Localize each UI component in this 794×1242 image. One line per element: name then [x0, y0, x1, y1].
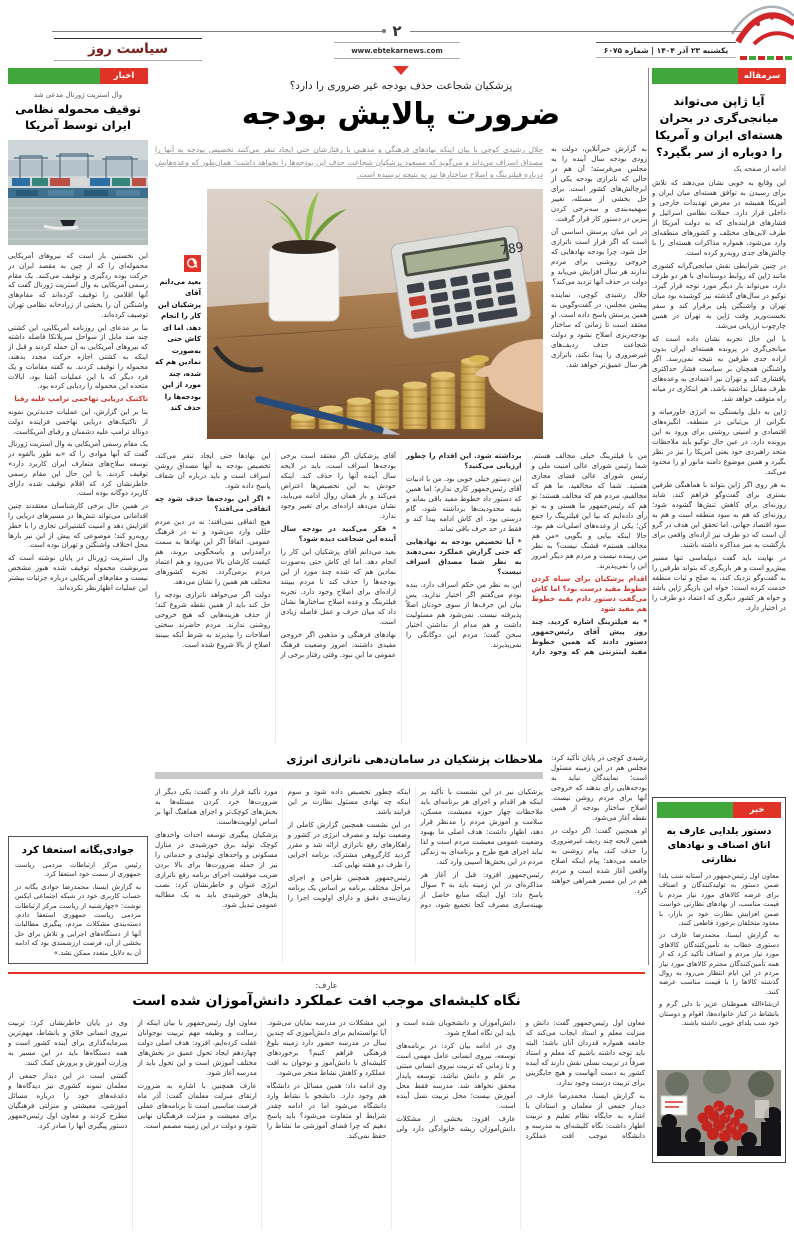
paragraph: بعید می‌دانم آقای پزشکیان این کار را انجام دهد. اما ای کاش حتی به‌صورت نمادین هم که شده چند مورد از این بودجه‌ها را حذف کند تا مردم ببینند اراده‌ای برای اصلاح وجود دارد. تجربه فیلترینگ و وعده اصلاح ساختارها نشان داد که میان حرف و عمل فاصله زیادی است.	[280, 548, 396, 626]
paragraph: تاکتیک دریایی تهاجمی ترامپ علیه رقبا	[14, 395, 148, 404]
page-number-row	[52, 22, 742, 40]
paragraph: بنا بر این گزارش، این عملیات جدیدترین نمونه از تاکتیک‌های دریایی تهاجمی فزاینده دولت دونالد ترامپ علیه دشمنان و رقبای آمریکاست.	[8, 407, 148, 436]
paragraph: هیچ اتفاقی نمی‌افتد؛ نه در دین مردم خللی وارد می‌شود و نه در فرهنگ عمومی. اتفاقاً اگر این نهادها به سمت درآمدزایی و پاسخگویی بروند، هم کیفیت کارشان بالا می‌رود و هم اعتماد مردم برمی‌گردد. تجربه کشورهای مختلف هم همین را نشان می‌دهد.	[155, 518, 271, 586]
paragraph: * به فیلترینگ اشاره کردید. چند روز پیش آقای رئیس‌جمهور دستور دادند که همین خطوط مفید اینترنتی هم که وجود دارد برداشته شود. این اقدام را چطور ارزیابی می‌کنید؟	[406, 452, 647, 656]
header-rule-left	[52, 31, 384, 32]
paragraph: این دستور خیلی خوبی بود. من با ادبیات آقای رئیس‌جمهور کاری ندارم؛ اما همین که دستور داد خطوط مفید باقی بماند و بقیه محدودیت‌ها برداشته شود، گام درستی بود. ای کاش ادامه پیدا کند و فقط در حد حرف باقی نماند.	[406, 475, 522, 533]
section-title: سیاست روز	[54, 38, 202, 61]
lower-row	[155, 753, 647, 963]
main-kicker: پزشکیان شجاعت حذف بودجه غیر ضروری را دارد؟	[289, 80, 513, 92]
paragraph: وی ادامه داد: همین مسائل در دانشگاه هم وجود دارد. دانشجو با نشاط وارد دانشگاه می‌شود اما در ادامه چقدر شرایط او متفاوت می‌شود؟ باید پاسخ دهیم که چرا فضای آموزشی ما نشاط را حفظ نمی‌کند.	[266, 1082, 387, 1140]
resignation-body	[15, 861, 141, 958]
pull-quote-text: بعید می‌دانم آقای پزشکیان این کار را انجام دهد. اما ای کاش حتی به‌صورت نمادین هم که شده، چند مورد از این بودجه‌ها را حذف کند	[154, 277, 201, 412]
paragraph: * اگر این بودجه‌ها حذف شود چه اتفاقی می‌افتد؟	[155, 495, 271, 513]
energy-columns	[155, 787, 543, 963]
paragraph: آقای پزشکیان اگر معتقد است برخی بودجه‌ها اسراف است، باید در لایحه سال آینده آنها را حذف کند. اینکه خودش به این تخصیص‌ها اعتراض می‌کند و باز همان روال ادامه می‌یابد، نشان می‌دهد اراده‌ای برای تغییر وجود ندارد.	[280, 452, 396, 520]
editorial-section-bar	[652, 68, 738, 84]
paragraph: من با فیلترینگ خیلی مخالف هستم. شما رئیس شورای عالی امنیت ملی و رئیس شورای عالی فضای مجازی هستید. شما که مخالفید، ما هم که مخالفیم، مردم هم که مخالف هستند؛ تو هم که رئیس‌جمهور ما هستی و به تو رأی داده‌ایم که بیا این فیلترینگ را جمع کن؛ یکی از وعده‌های اصلی‌ات هم بود. حالا اینکه بیایی و بگویی «من هم مخالف هستم» قشنگ نیست؟ به نظر من زیبنده نیست و مردم هم دیگر امروز این را نمی‌پذیرند.	[531, 452, 647, 570]
paragraph: به گزارش ایسنا، محمدرضا عارف در دیدار جمعی از معلمان و استادان با اشاره به جایگاه نظام تعلیم و تربیت اظهار داشت: نگاه کلیشه‌ای به مدرسه و دانشگاه موجب افت عملکرد دانش‌آموزان و دانشجویان شده است و باید این نگاه اصلاح شود.	[396, 1019, 645, 1140]
triangle-marker-icon	[393, 66, 409, 75]
paragraph: جلال رشیدی کوچی، نماینده پیشین مجلس، در گفت‌وگویی به همین پرسش پاسخ داده است. او معتقد است تا زمانی که ساختار بودجه‌ریزی اصلاح نشود و دولت شجاعت حذف ردیف‌های غیرضروری را پیدا نکند، ناترازی هر سال عمیق‌تر خواهد شد.	[551, 291, 647, 369]
paragraph: رشیدی کوچی در پایان تأکید کرد: مجلس هم در این زمینه مسئول است؛ نمایندگان نباید به بودجه‌هایی رأی بدهند که خروجی آنها برای مردم روشن نیست. اصلاح ساختار بودجه از همین نقطه آغاز می‌شود.	[551, 754, 647, 822]
paragraph: رئیس‌جمهور همچنین طراحی و اجرای مراحل مختلف برنامه بر اساس یک برنامه زمان‌بندی دقیق و دارای اولویت اجرا را مورد تأکید قرار داد و گفت: یکی دیگر از ضرورت‌ها خرد کردن مسئله‌ها به بخش‌های کوچک‌تر و اجرای هماهنگ آنها بر اساس اولویت‌هاست.	[155, 788, 411, 902]
paragraph: پزشکیان نیز در این نشست با تأکید بر اینکه هر اقدام و اجرای هر برنامه‌ای باید ملاحظات چهار حوزه معیشت، مسکن، سلامت و آموزش مردم را مدنظر قرار دهد، اظهار داشت: هدف اصلی ما بهبود وضعیت عمومی معیشت مردم است و لذا نباید اجرای هیچ طرح و برنامه‌ای به زندگی مردم در این بخش‌ها آسیبی وارد کند.	[420, 788, 543, 866]
red-divider	[8, 972, 645, 974]
paragraph: به گزارش ایسنا، محمدرضا جوادی یگانه در حساب کاربری خود در شبکه اجتماعی ایکس نوشت: «چهارشنبه از ریاست مرکز ارتباطات مردمی ریاست جمهوری استعفا دادم. دسته‌بندی مشکلات مردم، پیگیری مطالبات آنها از دستگاه‌های اجرایی و تلاش برای حل بخشی از آن، فرصت ارزشمندی بود که ادامه آن به دلایل متعدد ممکن نشد.»	[15, 882, 141, 957]
bottom-article	[8, 972, 645, 1230]
resignation-headline: جوادی‌یگانه استعفا کرد	[21, 845, 135, 856]
paragraph: به گزارش خبرآنلاین، دولت به زودی بودجه سال آینده را به مجلس می‌فرستد؛ آن هم در حالی که ناترازی بودجه یکی از ابرچالش‌های کشور است. برای حل بخشی از مسئله، تغییر سهمیه‌بندی و سه‌نرخی کردن بنزین در دستور کار قرار گرفت.	[551, 145, 647, 223]
news-kicker: وال استریت ژورنال مدعی شد	[33, 91, 123, 99]
main-intro-column	[551, 144, 647, 442]
calculator	[390, 224, 535, 339]
paragraph: دولت اگر می‌خواهد ناترازی بودجه را حل کند باید از همین نقطه شروع کند؛ از حذف هزینه‌هایی که هیچ خروجی روشنی ندارند. مردم حاضرند سختی اصلاحات را بپذیرند به شرط آنکه ببینند اصلاح از بالا شروع شده است.	[155, 591, 271, 649]
editorial-column	[652, 68, 786, 1163]
khabar-body	[657, 872, 781, 1068]
paragraph: عارف افزود: بخشی از مشکلات دانش‌آموزان ریشه خانوادگی دارد ولی این مشکلات در مدرسه نمایان می‌شود. آیا توانسته‌ایم برای دانش‌آموزی که چندین سال در مدرسه حضور دارد زمینه بلوغ فرهنگی فراهم کنیم؟ برخوردهای کلیشه‌ای با دانش‌آموز و نوجوان به افت عملکرد و کاهش نشاط منجر می‌شود.	[266, 1019, 516, 1133]
main-body-top	[155, 144, 647, 442]
page-number: ۲	[392, 22, 402, 40]
svg-text:789: 789	[499, 239, 525, 259]
header-rule-right	[410, 31, 742, 32]
paragraph: معاون اول رئیس‌جمهور در آستانه شب یلدا ضمن دستور به تولیدکنندگان و اصناف برای عرضه کالاهای مورد نیاز مردم با قیمت مناسب، از نهادهای نظارتی خواست ضمن افزایش نظارت خود بر بازار، با معدود متخلفان برخورد قاطعی کنند.	[659, 872, 779, 928]
paragraph: در این میان پرسش اساسی آن است که اگر قرار است ناترازی حل شود، چرا بودجه نهادهایی که خروجی روشنی برای مردم ندارند هر سال افزایش می‌یابد و دولت در حذف آنها تردید می‌کند؟	[551, 228, 647, 286]
paragraph: اقدام پزشکیان برای سیاه کردن خطوط مفید درست بود؟ اما کاش می‌گفت دستور دادم بقیه خطوط هم مفید شود	[531, 575, 647, 613]
paragraph: به هر روی اگر ژاپن بتواند با هماهنگی طرفین بستری برای گفت‌وگو فراهم کند، شاید روزنه‌ای برای کاهش تنش‌ها گشوده شود؛ روزنه‌ای که هم به سود منطقه است و هم به سود اقتصاد جهانی. اما تحقق این هدف در گرو آن است که دو طرف نیز اراده‌ای واقعی برای بازگشت به میز مذاکره داشته باشند.	[652, 481, 786, 549]
paragraph: وی در پایان خاطرنشان کرد: تربیت نیروی انسانی خلاق و بانشاط، مهم‌ترین سرمایه‌گذاری برای آینده کشور است و همه دستگاه‌ها باید در این مسیر به وزارت آموزش و پرورش کمک کنند.	[8, 1019, 128, 1067]
pull-quote	[155, 189, 201, 439]
khabar-headline: دستور یلدایی عارف به اتاق اصناف و نهادهای نظارتی	[666, 826, 772, 865]
editorial-section-header	[652, 68, 786, 84]
paragraph: معاون اول رئیس‌جمهور گفت: دانش و منزلت معلم و استاد ایجاب می‌کند که جامعه همواره قدردان آنان باشد؛ البته باید توجه داشته باشیم که معلم و استاد صرفاً در تربیت نسلی نقش دارند که آینده کشور به دست آنهاست و هیچ جایگزینی برای تربیت درست وجود ندارد.	[525, 1019, 645, 1087]
paragraph: با این حال تجربه نشان داده است که میانجی‌گری در پرونده هسته‌ای ایران بدون اراده جدی طرفین به نتیجه نمی‌رسد. اگر واشنگتن همچنان بر سیاست فشار حداکثری پافشاری کند و تهران نیز اعتمادی به وعده‌های طرف مقابل نداشته باشد، هر ابتکاری در میانه راه متوقف خواهد شد.	[652, 335, 786, 403]
news-column	[8, 68, 148, 964]
energy-divider-bar	[155, 772, 543, 779]
paragraph: او همچنین گفت: اگر دولت در همین لایحه چند ردیف غیرضروری را حذف کند، پیام روشنی به جامعه می‌دهد؛ پیام اینکه اصلاح واقعی آغاز شده است و مردم هم در این مسیر همراهی خواهند کرد.	[551, 827, 647, 895]
khabar-section-header	[657, 802, 781, 818]
bottom-columns	[8, 1018, 645, 1230]
editorial-section-label: سرمقاله	[738, 68, 786, 84]
paragraph: معاون اول رئیس‌جمهور با بیان اینکه از رسالت و وظیفه مهم تربیت نوجوانان غفلت کرده‌ایم، افزود: هدف اصلی دولت چهاردهم ایجاد تحول عمیق در بخش‌های مختلف آموزش است و این تحول باید از مدرسه آغاز شود.	[137, 1019, 257, 1077]
editorial-headline: آیا ژاپن می‌تواند میانجی‌گری در بحران هسته‌ای ایران و آمریکا را دوباره از سر بگیرد؟	[655, 94, 783, 159]
date-line: یکشنبه ۲۳ آذر ۱۴۰۴ | شماره ۶۰۷۵	[596, 42, 736, 58]
bottom-kicker: عارف:	[315, 981, 338, 990]
news-section-label: اخبار	[100, 68, 148, 84]
khabar-section-bar	[657, 802, 733, 818]
paragraph: در این نشست همچنین گزارش کاملی از وضعیت تولید و مصرف انرژی در کشور و راهکارهای رفع ناترازی ارائه شد و مقرر گردید کارگروهی مشترک، برنامه اجرایی را ظرف دو هفته نهایی کند.	[287, 821, 411, 869]
paragraph: وال استریت ژورنال در پایان نوشته است که سرنوشت محموله توقیف شده هنوز مشخص نیست و مقام‌های آمریکایی درباره جزئیات بیشتر این عملیات اظهارنظر نکرده‌اند.	[8, 554, 148, 592]
paragraph: در چنین شرایطی نقش میانجی‌گرانه کشوری مانند ژاپن که روابط دوستانه‌ای با هر دو طرف دارد، می‌تواند بار دیگر مورد توجه قرار گیرد. توکیو در سال‌های گذشته نیز کوشیده بود میان تهران و واشنگتن پلی برقرار کند و سفر نخست‌وزیر وقت ژاپن به تهران در همین چارچوب ارزیابی می‌شد.	[652, 262, 786, 330]
resignation-box	[8, 836, 148, 964]
paragraph: وی در ادامه بیان کرد: در برنامه‌های توسعه، نیروی انسانی عامل مهمی است و تا زمانی که تربیت نیروی انسانی مبتنی بر علم و دانش نباشد، توسعه پایدار محقق نخواهد شد. مدرسه فقط محل آموزش نیست؛ محل تربیت نسل آینده است.	[396, 1042, 516, 1110]
continued-note: ادامه از صفحه یک	[733, 165, 786, 173]
news-body	[8, 252, 148, 830]
paragraph: رئیس‌جمهور افزود: قبل از آغاز هر مذاکره‌ای در این زمینه باید به ۳ سوال پاسخ داد: اول اینکه منابع حاصل از بهینه‌سازی مصرف کجا تجمیع شود، دوم اینکه چطور تخصیص داده شود و سوم اینکه چه نهادی مسئول نظارت بر این فرایند باشد.	[287, 788, 543, 909]
website-url: www.ebtekarnews.com	[334, 42, 460, 59]
news-headline: توقیف محموله نظامی ایران توسط آمریکا	[15, 102, 141, 132]
paragraph: * آیا تخصیص بودجه به نهادهایی که حتی گزارش عملکرد نمی‌دهند به نظر شما مصداق اسراف نیست؟	[406, 538, 522, 576]
energy-headline: ملاحظات پزشکیان در سامان‌دهی ناترازی انرژی	[286, 753, 543, 766]
paragraph: در همین حال برخی کارشناسان معتقدند چنین اقداماتی می‌تواند تنش‌ها در مسیرهای دریایی را افزایش دهد و امنیت کشتیرانی تجاری را با خطر روبه‌رو کند؛ موضوعی که پیش از این نیز بارها محل اختلاف واشنگتن و تهران بوده است.	[8, 502, 148, 550]
main-headline: ضرورت پالایش بودجه	[241, 97, 561, 132]
yalda-market-photo	[657, 1070, 781, 1156]
main-lede: جلال رشیدی کوچی با بیان اینکه نهادهای فرهنگی و مذهبی با رفتارشان حتی ایجاد تنفر می‌کنند تخصیص بودجه به آنها را مصداق اسراف می‌داند و می‌گوید که مسعود پزشکیان شجاعت حذف این بودجه‌ها را نخواهد داشت؛ همان‌طور که وعده‌هایش درباره فیلترینگ و اصلاح ساختارها نیز به نتیجه نرسیده است.	[155, 145, 543, 179]
energy-article	[155, 753, 543, 963]
interview-tail-column	[551, 753, 647, 961]
news-section-bar	[8, 68, 100, 84]
paragraph: گفتنی است در این دیدار جمعی از معلمان نمونه کشوری نیز دیدگاه‌ها و دغدغه‌های خود را درباره مسائل آموزشی، معیشتی و منزلتی فرهنگیان مطرح کردند و معاون اول رئیس‌جمهور دستور پیگیری آنها را صادر کرد.	[8, 1072, 128, 1130]
bottom-headline: نگاه کلیشه‌ای موجب افت عملکرد دانش‌آموزان شده است	[132, 993, 521, 1009]
khabar-box	[652, 797, 786, 1163]
quote-icon	[184, 255, 201, 272]
paragraph: در نهایت باید گفت دیپلماسی تنها مسیر پیش‌رو است و هر بازیگری که بتواند طرفین را به گفت‌وگو نزدیک کند، به صلح و ثبات منطقه خدمت کرده است؛ خواه این بازیگر ژاپن باشد و خواه هر کشور دیگری که اعتماد دو طرف را در اختیار دارد.	[652, 554, 786, 612]
main-article	[155, 64, 647, 969]
paragraph: رئیس مرکز ارتباطات مردمی ریاست جمهوری از سمت خود استعفا کرد.	[15, 861, 141, 879]
paragraph: نهادهای فرهنگی و مذهبی اگر خروجی مفیدی داشتند، امروز وضعیت فرهنگ عمومی ما این نبود. وقتی رفتار برخی از این نهادها حتی ایجاد تنفر می‌کند، تخصیص بودجه به آنها مصداق روشن اسراف است و باید درباره آن شفاف پاسخ داده شود.	[155, 452, 396, 659]
paragraph: عارف همچنین با اشاره به ضرورت ارتقای منزلت معلمان گفت: آذر ماه فرصت مناسبی است تا برنامه‌های عملی برای معیشت و منزلت فرهنگیان نهایی شود و دولت در این زمینه مصمم است.	[137, 1082, 257, 1130]
column-divider	[648, 68, 649, 965]
paragraph: به گزارش ایسنا، محمدرضا عارف در دستوری خطاب به تأمین‌کنندگان کالاهای مورد نیاز مردم و اصناف تأکید کرد که از همه تأمین‌کنندگان محترم کالاهای مورد نیاز مردم در این ایام انتظار می‌رود به روال گذشته کالاها را با قیمت مناسب عرضه کنند.	[659, 931, 779, 996]
paragraph: بنا بر مدعای این روزنامه آمریکایی، این کشتی چند صد مایل از سواحل سریلانکا فاصله داشته که نیروهای آمریکایی به آن حمله کردند و قبل از اینکه به کشتی اجازه حرکت مجدد بدهند، محموله را توقیف کردند. به گفته مقامات و یک فرد دیگر که با این عملیات آشنا بود، ایالات متحده این محموله را ردیابی کرده بود.	[8, 323, 148, 391]
container-port-photo	[8, 140, 148, 245]
main-image-row	[155, 189, 543, 439]
budget-coins-photo	[207, 189, 543, 439]
editorial-body	[652, 178, 786, 788]
flag-strip	[740, 56, 792, 60]
interview-columns	[155, 451, 647, 743]
news-section-header	[8, 68, 148, 84]
main-lede-zone	[155, 144, 543, 442]
paragraph: ان‌شاءالله هموطنان عزیز با دلی گرم و بانشاط در کنار خانواده‌ها، اقوام و دوستان خود شب یلدای خوبی داشته باشند.	[659, 1000, 779, 1028]
paragraph: پزشکیان پیگیری توسعه احداث واحدهای کوچک تولید برق خورشیدی در منازل مسکونی و واحدهای تولیدی و خدماتی را نیز از جمله ضرورت‌ها برای بالا بردن ضریب موفقیت اجرای برنامه رفع ناترازی انرژی عنوان و خاطرنشان کرد: نصب پنل‌های خورشیدی باید به یک مطالبه عمومی تبدیل شود.	[155, 831, 278, 909]
paragraph: یک مقام رسمی آمریکایی به وال استریت ژورنال گفت که آنها موادی را که «به طور بالقوه در توسعه سلاح‌های متعارف ایران کاربرد دارد» توقیف کردند. با این حال این مقام رسمی خاطرنشان کرد که اقلام توقیف شده دارای کاربرد دوگانه بوده است.	[8, 440, 148, 498]
khabar-section-label: خبر	[733, 802, 781, 818]
paragraph: این نخستین بار است که نیروهای آمریکایی محموله‌ای را که از چین به مقصد ایران در حرکت بوده ردگیری و توقیف می‌کنند. یک مقام رسمی آمریکایی به وال استریت ژورنال گفت که آنها اقلامی را توقیف کرده‌اند که مقام‌های واشنگتن آن را بخشی از زرادخانه نظامی تهران توصیف کرده‌اند.	[8, 252, 148, 319]
paragraph: این وقایع به خوبی نشان می‌دهند که تلاش برای رسیدن به توافق هسته‌ای میان ایران و آمریکا همیشه در معرض تهدیدات خارجی و داخلی قرار دارد. حملات نظامی اسرائیل و فشارهای فزاینده‌ای که به دولت آمریکا از طرف لابی‌های مختلف و کشورهای منطقه‌ای وارد می‌شود، همواره مذاکرات هسته‌ای را با چالش‌های جدی روبه‌رو کرده است.	[652, 179, 786, 257]
paragraph: ژاپن به دلیل وابستگی به انرژی خاورمیانه و نگرانی از بی‌ثباتی در منطقه، انگیزه‌های اقتصادی و امنیتی روشنی برای ورود به این پرونده دارد. در عین حال توکیو باید ملاحظات متحد راهبردی خود یعنی آمریکا را نیز در نظر بگیرد و همین موضوع دامنه مانور او را محدود می‌کند.	[652, 408, 786, 476]
paragraph: این به نظر من حکم اسراف دارد. بنده بودم می‌گفتم اگر اختیار ندارید، پس بیان این حرف‌ها از سوی خودتان اصلاً پذیرفته نیست. نمی‌شود هم مسئولیت داشت و هم مدام از نداشتن اختیار سخن گفت؛ مردم این دوگانگی را نمی‌پذیرند.	[406, 581, 522, 649]
paragraph: * فکر می‌کنید در بودجه سال آینده این شجاعت دیده شود؟	[280, 525, 396, 543]
